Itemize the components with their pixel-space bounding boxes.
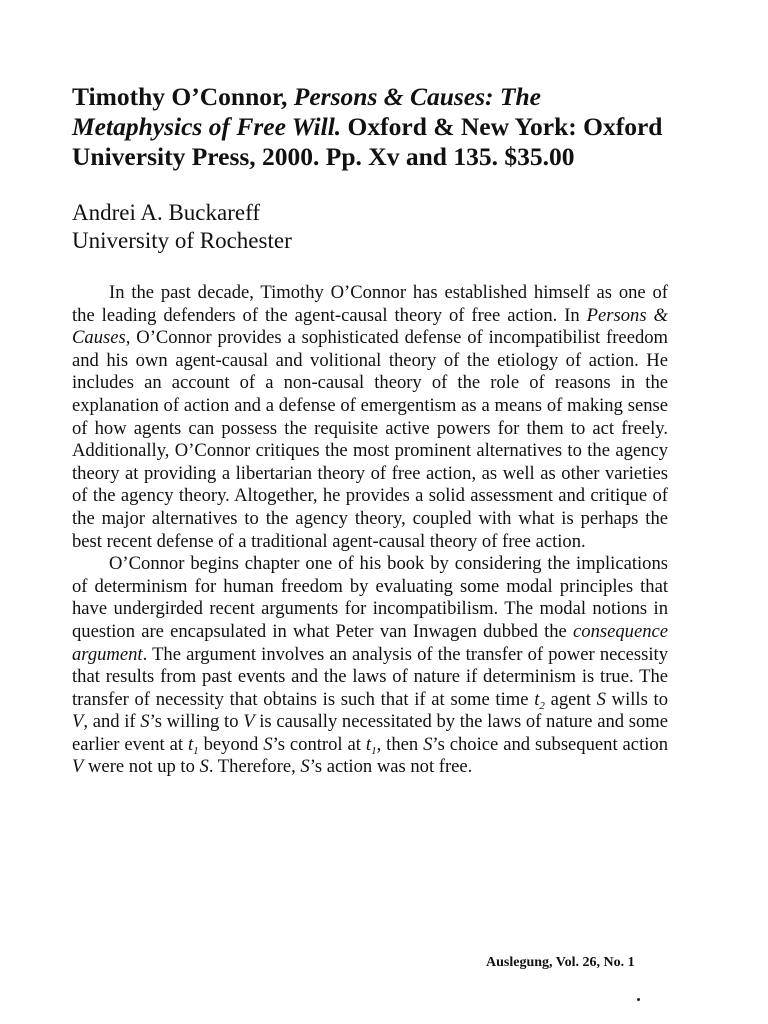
review-page	[72, 82, 668, 779]
para2-text-e: , and if	[83, 711, 141, 733]
para2-text-g: is causally necessitated by the laws of nature and some earlier event at	[72, 711, 668, 755]
reviewer-affiliation: University of Rochester	[72, 228, 292, 253]
para2-text-i: ’s control at	[272, 733, 366, 755]
subscript: 2	[539, 699, 545, 712]
publication-info: Oxford & New York: Oxford University Press, 2000. Pp. Xv and 135. $35.00	[72, 112, 663, 171]
reviewer-block	[72, 199, 668, 255]
var-s: S	[300, 756, 310, 778]
paragraph-2	[72, 553, 668, 779]
para2-text-d: wills to	[605, 688, 669, 710]
review-title	[72, 82, 668, 172]
var-t: t	[187, 733, 194, 755]
para1-book-title: Persons & Causes	[72, 304, 668, 349]
var-s: S	[199, 756, 209, 778]
para2-text-k: ’s choice and subsequent action	[432, 733, 668, 755]
scan-speck	[637, 998, 640, 1001]
para1-text-a: In the past decade, Timothy O’Connor has established himself as one of the leading defenders of the agent-causal theory of free action. In	[72, 282, 668, 326]
var-s: S	[263, 733, 273, 755]
para2-text-l: were not up to	[83, 756, 200, 778]
book-author: Timothy O’Connor,	[72, 82, 294, 111]
var-v: V	[72, 711, 84, 733]
reviewer-name: Andrei A. Buckareff	[72, 200, 260, 225]
para2-text-m: . Therefore,	[208, 756, 301, 778]
var-v: V	[243, 711, 255, 733]
para1-text-b: , O’Connor provides a sophisticated defense of incompatibilist freedom and his own agent-causal and volitional theory of the etiology of action. He includes an account of a non-causal theory of the role of reasons in the explanation of action and a defense of emergentism as a means of making sense of how agents can possess the requisite active powers for them to act freely. Additionally, O’Connor critiques the most prominent alternatives to the agency theory at providing a libertarian theory of free action, as well as other varieties of the agency theory. Altogether, he provides a solid assessment and critique of the major alternatives to the agency theory, coupled with what is perhaps the best recent defense of a traditional agent-causal theory of free action.	[72, 327, 668, 552]
var-t: t	[365, 733, 372, 755]
para2-text-n: ’s action was not free.	[309, 756, 473, 778]
var-s: S	[596, 688, 606, 710]
paragraph-1	[72, 282, 668, 553]
journal-footer: Auslegung, Vol. 26, No. 1	[486, 955, 635, 970]
var-v: V	[72, 756, 84, 778]
subscript: 1	[193, 744, 199, 757]
para2-text-b: . The argument involves an analysis of the transfer of power necessity that results from past events and the laws of nature if determinism is true. The transfer of necessity that obtains is such that if at some time	[72, 643, 668, 710]
subscript: 1	[371, 744, 377, 757]
para2-text-c: agent	[544, 688, 597, 710]
book-title: Persons & Causes: The Metaphysics of Free Will.	[72, 82, 541, 141]
var-t: t	[534, 688, 540, 710]
para2-text-j: , then	[376, 733, 424, 755]
review-body	[72, 282, 668, 779]
para2-text-f: ’s willing to	[149, 711, 244, 733]
var-s: S	[140, 711, 150, 733]
para2-term: consequence argument	[72, 620, 668, 665]
var-s: S	[423, 733, 433, 755]
para2-text-a: O’Connor begins chapter one of his book by considering the implications of determinism for human freedom by evaluating some modal principles that have undergirded recent arguments for incompatibilism. The modal notions in question are encapsulated in what Peter van Inwagen dubbed the	[72, 553, 668, 642]
para2-text-h: beyond	[198, 733, 264, 755]
